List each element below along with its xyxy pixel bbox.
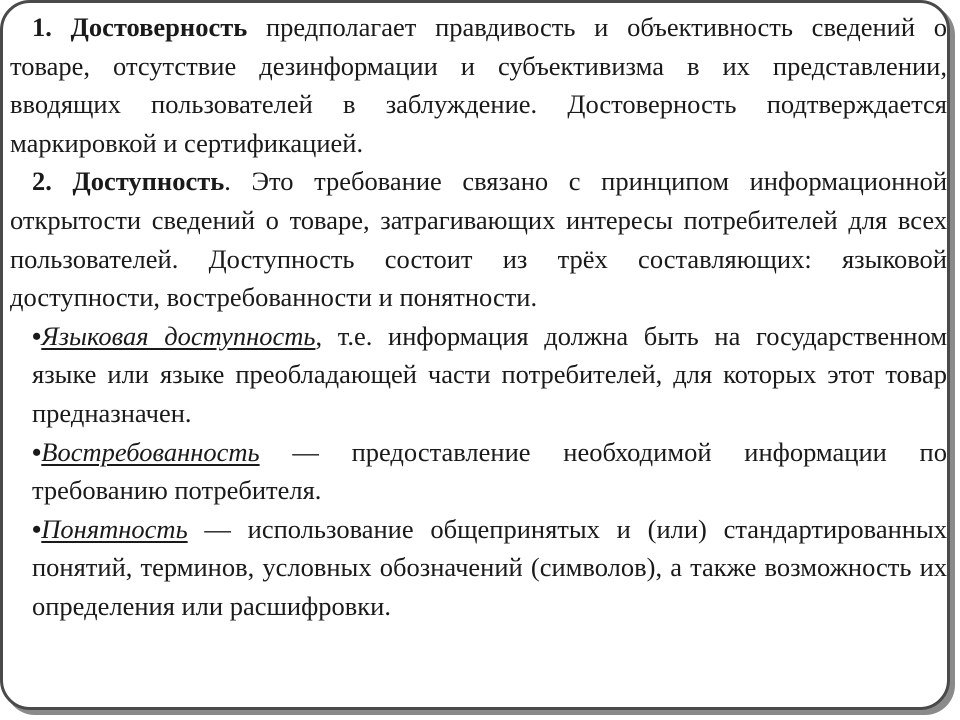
term-language-accessibility: Языковая доступность [41, 320, 316, 351]
bullet-text: , т.е. информация должна быть на государственном языке или языке преобладающей части потребителей, для которых этот товар предназначен. [32, 320, 947, 428]
paragraph-text: . Это требование связано с принципом информационной открытости сведений о товаре, затрагивающих интересы потребителей для всех пользователей. Доступность состоит из трёх составляющих: языковой доступности, востребованности и понятности. [10, 166, 948, 313]
term-accessibility: Доступность [72, 166, 225, 197]
paragraph-accessibility [10, 162, 947, 316]
slide-content [10, 8, 947, 626]
bullet-demand [10, 433, 947, 510]
item-number: 1. [32, 12, 52, 42]
term-clarity: Понятность [41, 513, 188, 544]
term-reliability: Достоверность [70, 12, 248, 42]
paragraph-reliability [10, 8, 947, 162]
paragraph-text: предполагает правдивость и объективность сведений о товаре, отсутствие дезинформации и субъективизма в их представлении, вводящих пользователей в заблуждение. Достоверность подтверждается маркировкой и сертификацией. [10, 12, 947, 158]
term-demand: Востребованность [41, 436, 260, 467]
bullet-text: — предоставление необходимой информации по требованию потребителя. [32, 436, 947, 506]
bullet-language-accessibility [10, 317, 947, 433]
item-number: 2. [32, 166, 52, 197]
bullet-marker: • [32, 513, 42, 544]
bullet-marker: • [32, 320, 42, 351]
bullet-clarity [10, 510, 947, 626]
bullet-text: — использование общепринятых и (или) стандартированных понятий, терминов, условных обозначений (символов), а также возможность их определения или расшифровки. [32, 513, 947, 621]
bullet-marker: • [32, 436, 42, 467]
